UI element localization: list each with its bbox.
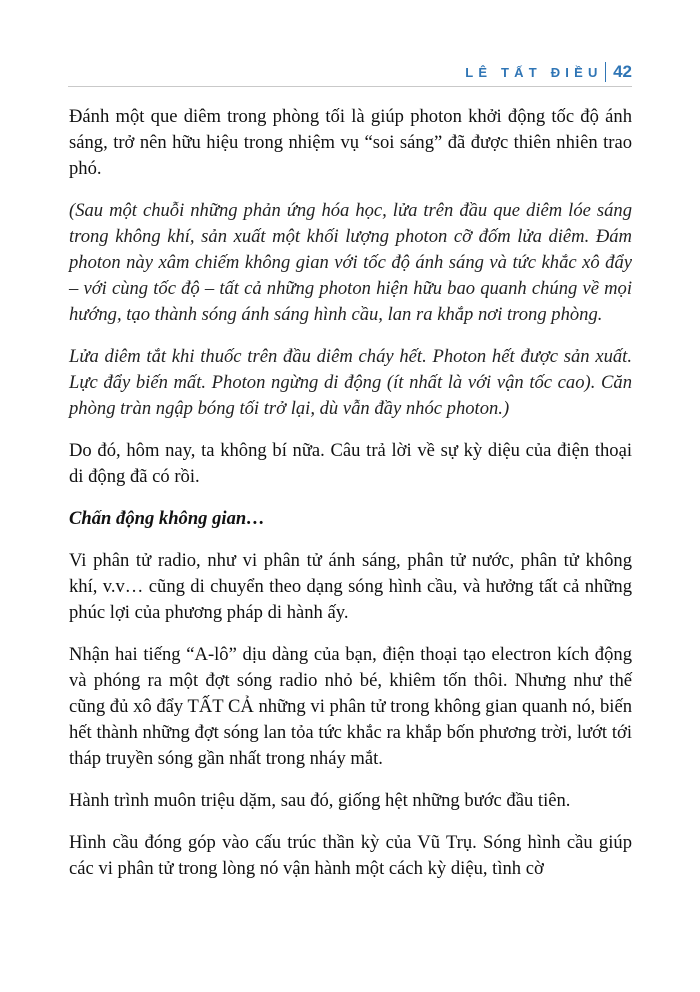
page-body: [69, 104, 632, 898]
paragraph-sphere-universe: Hình cầu đóng góp vào cấu trúc thần kỳ của Vũ Trụ. Sóng hình cầu giúp các vi phân tử trong lòng nó vận hành một cách kỳ diệu, tình cờ: [69, 832, 632, 879]
page-number: 42: [613, 62, 632, 81]
paragraph-mobile-phone-answer: Do đó, hôm nay, ta không bí nữa. Câu trả lời về sự kỳ diệu của điện thoại di động đã có rồi.: [69, 440, 632, 487]
paragraph-alo-signal: Nhận hai tiếng “A-lô” dịu dàng của bạn, điện thoại tạo electron kích động và phóng ra một đợt sóng radio nhỏ bé, khiêm tốn thôi. Nhưng như thế cũng đủ xô đẩy TẤT CẢ những vi phân tử trong không gian quanh nó, biến hết thành những đợt sóng lan tỏa tức khắc ra khắp bốn phương trời, lướt tới tháp truyền sóng gần nhất trong nháy mắt.: [69, 644, 632, 769]
paragraph-match-photon: Đánh một que diêm trong phòng tối là giúp photon khởi động tốc độ ánh sáng, trở nên hữu hiệu trong nhiệm vụ “soi sáng” đã được thiên nhiên trao phó.: [69, 106, 632, 179]
running-header: [68, 58, 632, 87]
header-author: LÊ TẤT ĐIỀU: [465, 64, 603, 80]
paragraph-journey: Hành trình muôn triệu dặm, sau đó, giống hệt những bước đầu tiên.: [69, 790, 571, 811]
section-heading: Chấn động không gian…: [69, 508, 265, 529]
paragraph-italic-match-out: Lửa diêm tắt khi thuốc trên đầu diêm cháy hết. Photon hết được sản xuất. Lực đẩy biến mất. Photon ngừng di động (ít nhất là với vận tốc cao). Căn phòng tràn ngập bóng tối trở lại, dù vẫn đầy nhóc photon.): [69, 346, 632, 419]
paragraph-radio-particles: Vi phân tử radio, như vi phân tử ánh sáng, phân tử nước, phân tử không khí, v.v… cũng di chuyển theo dạng sóng hình cầu, và hưởng tất cả những phúc lợi của phương pháp di hành ấy.: [69, 550, 632, 623]
paragraph-italic-chemical-reaction: (Sau một chuỗi những phản ứng hóa học, lửa trên đầu que diêm lóe sáng trong không khí, sản xuất một khối lượng photon cỡ đốm lửa diêm. Đám photon này xâm chiếm không gian với tốc độ ánh sáng và tức khắc xô đẩy – với cùng tốc độ – tất cả những photon hiện hữu bao quanh chúng về mọi hướng, tạo thành sóng ánh sáng hình cầu, lan ra khắp nơi trong phòng.: [69, 200, 632, 325]
header-separator: [605, 62, 607, 82]
